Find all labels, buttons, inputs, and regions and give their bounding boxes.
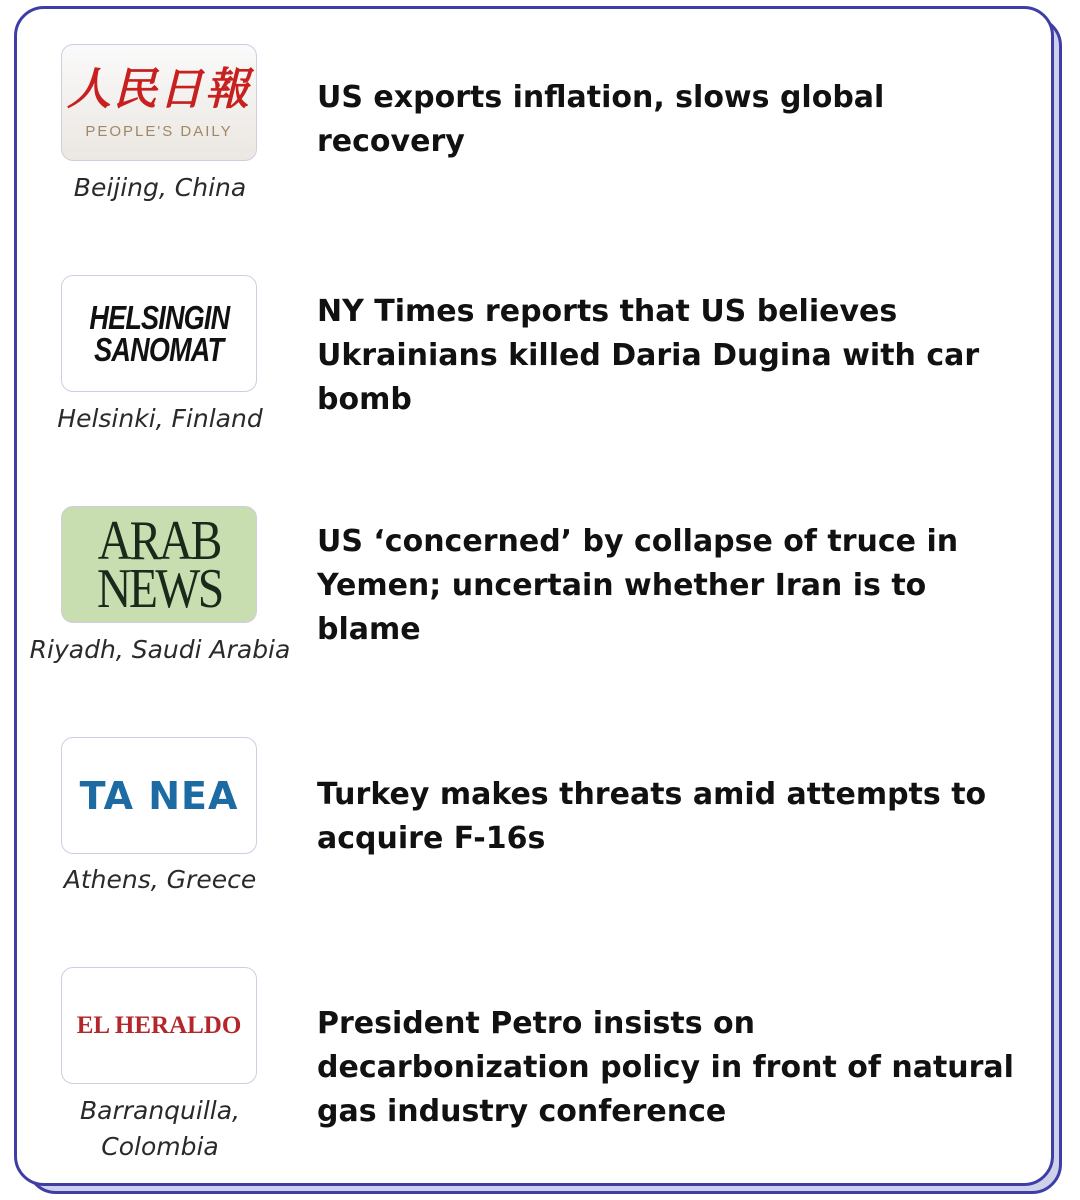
- location-label: Riyadh, Saudi Arabia: [29, 635, 291, 664]
- helsingin-sanomat-logo-line2: SANOMAT: [94, 330, 224, 368]
- headline-link[interactable]: US exports inflation, slows global recovery: [317, 80, 885, 159]
- headline-link[interactable]: NY Times reports that US believes Ukrainians killed Daria Dugina with car bomb: [317, 294, 980, 417]
- el-heraldo-logo-text: EL HERALDO: [76, 1011, 242, 1039]
- news-card: [14, 6, 1054, 1186]
- headline-link[interactable]: US ‘concerned’ by collapse of truce in Yemen; uncertain whether Iran is to blame: [317, 524, 959, 647]
- ta-nea-logo: [61, 737, 257, 854]
- headline-link[interactable]: Turkey makes threats amid attempts to acquire F-16s: [317, 777, 987, 856]
- arab-news-logo-line1: ARAB: [97, 509, 221, 572]
- arab-news-logo: [61, 506, 257, 623]
- location-label: Beijing, China: [73, 173, 247, 202]
- peoples-daily-logo-chinese: 人民日報: [67, 64, 251, 115]
- peoples-daily-logo-english: PEOPLE'S DAILY: [85, 123, 233, 140]
- helsingin-sanomat-logo: [61, 275, 257, 392]
- arab-news-logo-line2: NEWS: [96, 557, 222, 620]
- ta-nea-logo-text: TA NEA: [79, 773, 239, 818]
- location-label: Athens, Greece: [63, 865, 257, 894]
- helsingin-sanomat-logo-line1: HELSINGIN: [89, 298, 229, 336]
- el-heraldo-logo: [61, 967, 257, 1084]
- peoples-daily-logo: [61, 44, 257, 161]
- location-label: Barranquilla, Colombia: [79, 1096, 240, 1161]
- headline-link[interactable]: President Petro insists on decarbonization policy in front of natural gas industry conference: [317, 1006, 1014, 1129]
- location-label: Helsinki, Finland: [57, 404, 263, 433]
